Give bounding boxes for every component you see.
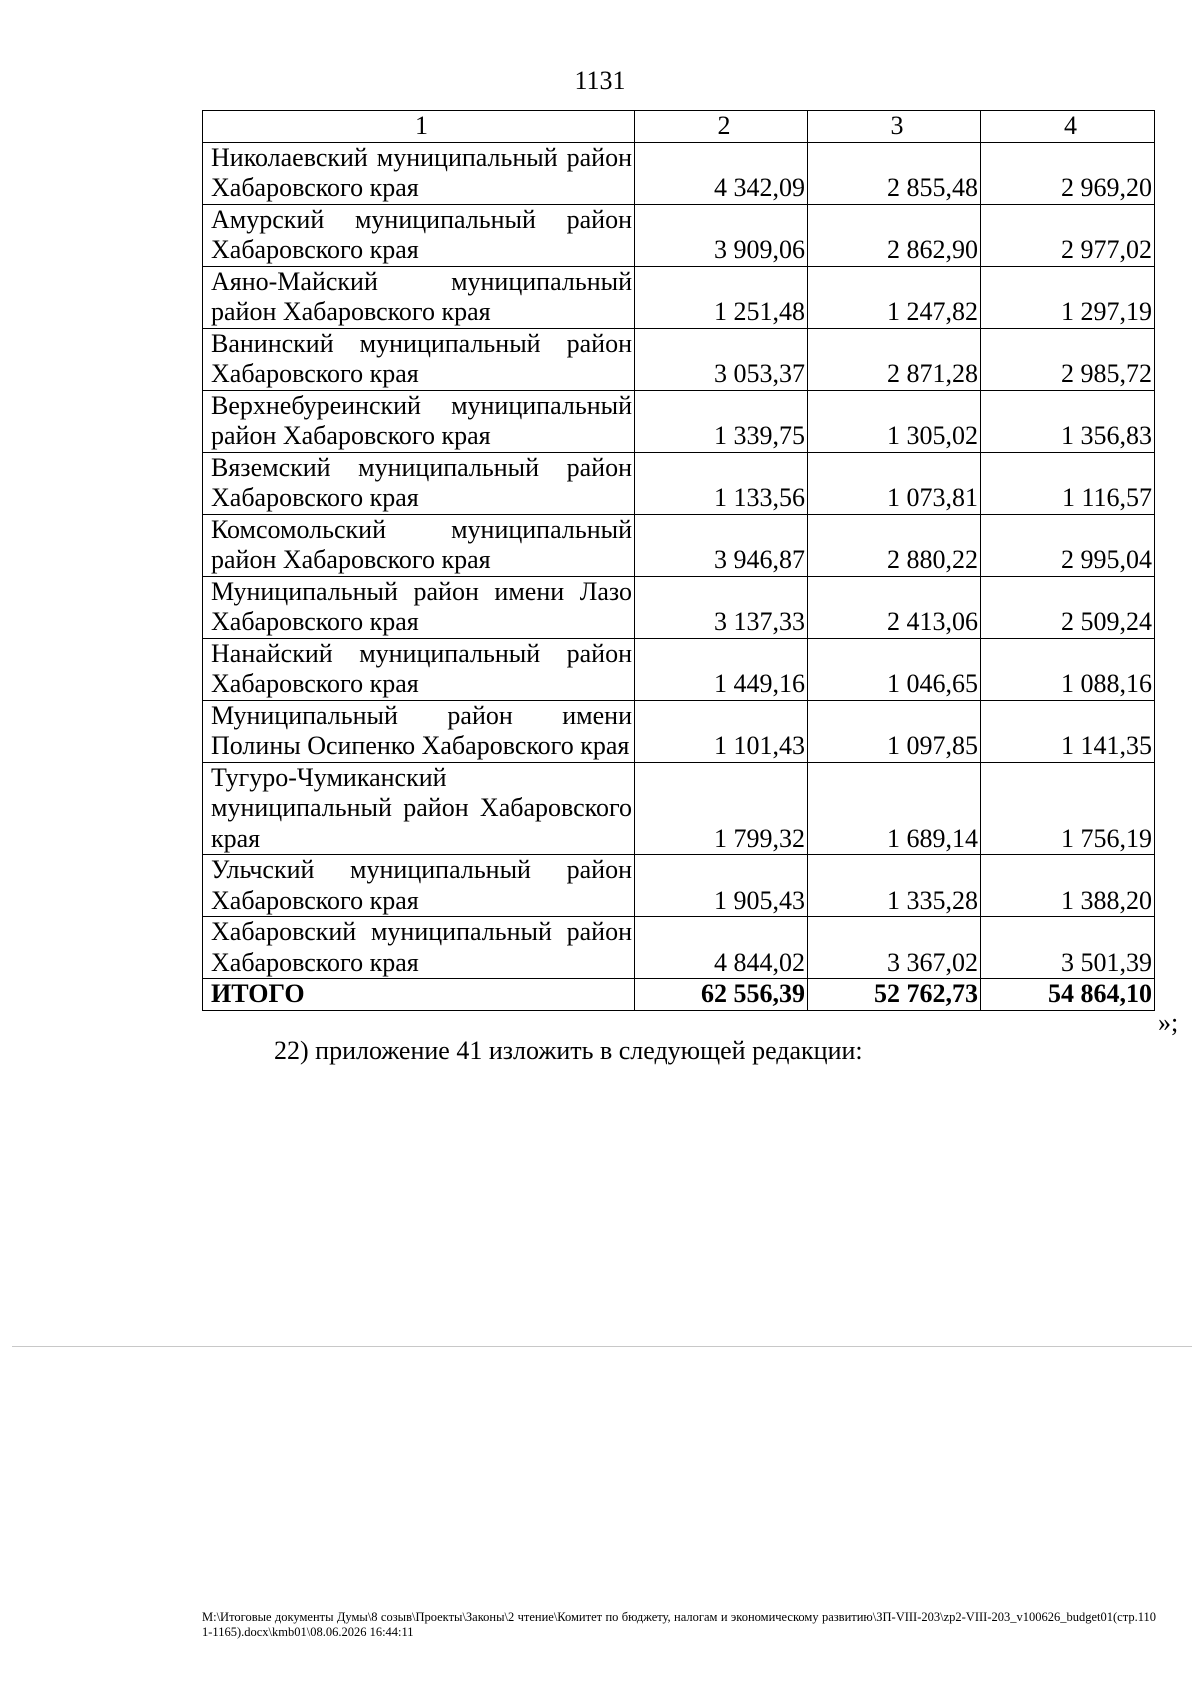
value-col-2: 4 342,09 bbox=[635, 142, 808, 204]
value-col-2: 3 909,06 bbox=[635, 204, 808, 266]
total-label: ИТОГО bbox=[203, 979, 635, 1011]
value-col-3: 1 073,81 bbox=[808, 452, 981, 514]
value-col-2: 1 449,16 bbox=[635, 638, 808, 700]
district-name: Ульчский муниципальный район Хабаровского края bbox=[203, 855, 635, 917]
closing-quote: »; bbox=[1158, 1008, 1179, 1037]
value-col-2: 1 133,56 bbox=[635, 452, 808, 514]
value-col-2: 4 844,02 bbox=[635, 917, 808, 979]
district-name: Амурский муниципальный район Хабаровского края bbox=[203, 204, 635, 266]
amendment-instruction: 22) приложение 41 изложить в следующей редакции: bbox=[274, 1036, 863, 1065]
district-name: Аяно-Майский муниципальный район Хабаровского края bbox=[203, 266, 635, 328]
page-number: 1131 bbox=[574, 66, 626, 95]
table-row bbox=[203, 855, 1155, 917]
total-col-3: 52 762,73 bbox=[808, 979, 981, 1011]
district-name: Ванинский муниципальный район Хабаровского края bbox=[203, 328, 635, 390]
value-col-2: 1 251,48 bbox=[635, 266, 808, 328]
table-row bbox=[203, 514, 1155, 576]
footer-file-path: M:\Итоговые документы Думы\8 созыв\Проекты\Законы\2 чтение\Комитет по бюджету, налогам и экономическому развитию\ЗП-VIII-203\zp2-VIII-203_v100626_budget01(стр.1101-1165).docx\kmb01\08.06.2026 16:44:11 bbox=[202, 1610, 1156, 1639]
value-col-4: 1 356,83 bbox=[981, 390, 1155, 452]
column-header-4: 4 bbox=[981, 111, 1155, 143]
value-col-3: 2 862,90 bbox=[808, 204, 981, 266]
table-row bbox=[203, 452, 1155, 514]
district-name: Муниципальный район имени Полины Осипенко Хабаровского края bbox=[203, 700, 635, 762]
value-col-3: 2 871,28 bbox=[808, 328, 981, 390]
value-col-2: 1 339,75 bbox=[635, 390, 808, 452]
value-col-4: 1 388,20 bbox=[981, 855, 1155, 917]
district-name: Муниципальный район имени Лазо Хабаровского края bbox=[203, 576, 635, 638]
table-row bbox=[203, 576, 1155, 638]
value-col-4: 1 141,35 bbox=[981, 700, 1155, 762]
value-col-4: 1 088,16 bbox=[981, 638, 1155, 700]
table-row bbox=[203, 700, 1155, 762]
table-row bbox=[203, 142, 1155, 204]
value-col-4: 1 297,19 bbox=[981, 266, 1155, 328]
table-header-row bbox=[203, 111, 1155, 143]
value-col-4: 2 509,24 bbox=[981, 576, 1155, 638]
total-row bbox=[203, 979, 1155, 1011]
table-row bbox=[203, 266, 1155, 328]
value-col-4: 2 977,02 bbox=[981, 204, 1155, 266]
total-col-2: 62 556,39 bbox=[635, 979, 808, 1011]
table-row bbox=[203, 390, 1155, 452]
column-header-1: 1 bbox=[203, 111, 635, 143]
value-col-4: 2 995,04 bbox=[981, 514, 1155, 576]
table-row bbox=[203, 638, 1155, 700]
district-name: Комсомольский муниципальный район Хабаровского края bbox=[203, 514, 635, 576]
column-header-2: 2 bbox=[635, 111, 808, 143]
value-col-2: 3 137,33 bbox=[635, 576, 808, 638]
district-name: Хабаровский муниципальный район Хабаровского края bbox=[203, 917, 635, 979]
district-name: Верхнебуреинский муниципальный район Хабаровского края bbox=[203, 390, 635, 452]
table-row bbox=[203, 762, 1155, 855]
value-col-4: 1 116,57 bbox=[981, 452, 1155, 514]
table-row bbox=[203, 917, 1155, 979]
column-header-3: 3 bbox=[808, 111, 981, 143]
value-col-3: 2 413,06 bbox=[808, 576, 981, 638]
value-col-3: 2 855,48 bbox=[808, 142, 981, 204]
value-col-2: 3 053,37 bbox=[635, 328, 808, 390]
value-col-3: 1 046,65 bbox=[808, 638, 981, 700]
total-col-4: 54 864,10 bbox=[981, 979, 1155, 1011]
value-col-2: 1 101,43 bbox=[635, 700, 808, 762]
value-col-3: 3 367,02 bbox=[808, 917, 981, 979]
value-col-3: 1 335,28 bbox=[808, 855, 981, 917]
value-col-4: 3 501,39 bbox=[981, 917, 1155, 979]
value-col-3: 1 247,82 bbox=[808, 266, 981, 328]
value-col-2: 1 799,32 bbox=[635, 762, 808, 855]
district-name: Нанайский муниципальный район Хабаровского края bbox=[203, 638, 635, 700]
value-col-3: 1 305,02 bbox=[808, 390, 981, 452]
value-col-2: 1 905,43 bbox=[635, 855, 808, 917]
budget-table bbox=[202, 110, 1155, 1011]
table-row bbox=[203, 204, 1155, 266]
value-col-3: 2 880,22 bbox=[808, 514, 981, 576]
table-row bbox=[203, 328, 1155, 390]
district-name: Николаевский муниципальный район Хабаровского края bbox=[203, 142, 635, 204]
footer-divider bbox=[12, 1346, 1192, 1347]
value-col-4: 2 985,72 bbox=[981, 328, 1155, 390]
value-col-3: 1 689,14 bbox=[808, 762, 981, 855]
district-name: Тугуро-Чумиканский муниципальный район Хабаровского края bbox=[203, 762, 635, 855]
value-col-4: 1 756,19 bbox=[981, 762, 1155, 855]
value-col-3: 1 097,85 bbox=[808, 700, 981, 762]
value-col-2: 3 946,87 bbox=[635, 514, 808, 576]
district-name: Вяземский муниципальный район Хабаровского края bbox=[203, 452, 635, 514]
value-col-4: 2 969,20 bbox=[981, 142, 1155, 204]
